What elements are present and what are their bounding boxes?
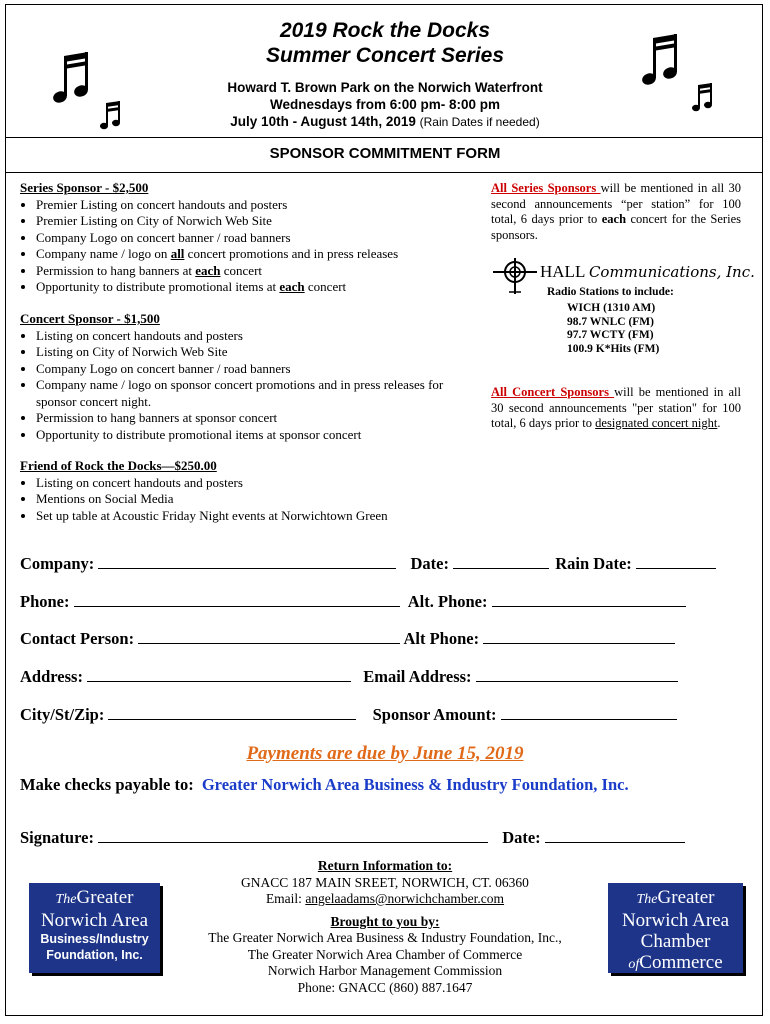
concert-section [20,311,450,443]
alt-phone2-field[interactable] [483,629,675,644]
list-item: • Company Logo on concert banner / road banners [36,361,450,378]
list-item: • Permission to hang banners at sponsor concert [36,410,450,427]
list-item: • Opportunity to distribute promotional items at sponsor concert [36,427,450,444]
station: 97.7 WCTY (FM) [567,329,654,341]
logo-of: of [628,957,640,972]
list-item: • Set up table at Acoustic Friday Night events at Norwichtown Green [36,508,388,525]
list-item [36,263,398,280]
return-heading: Return Information to: [317,858,453,873]
concert-label: All Concert Sponsors [491,385,615,399]
phone-row [20,592,686,612]
checks-payee: Greater Norwich Area Business & Industry Foundation, Inc. [201,775,629,794]
brought-line: Phone: GNACC (860) 887.1647 [297,979,473,995]
title-line2: Summer Concert Series [265,44,505,67]
return-address: GNACC 187 MAIN SREET, NORWICH, CT. 06360 [241,874,529,890]
logo-line: Norwich Area [621,910,730,931]
city-field[interactable] [108,705,356,720]
divider [6,172,762,173]
logo-line: Chamber [640,931,711,952]
brought-line: Norwich Harbor Management Commission [267,963,503,978]
phone-field[interactable] [74,592,400,607]
logo-the: The [55,892,77,907]
station: 100.9 K*Hits (FM) [567,342,660,355]
brought-line: The Greater Norwich Area Business & Industry Foundation, Inc., [208,930,562,945]
hall-logo [540,262,755,282]
logo-line: Norwich Area [40,910,149,931]
list-item: • Mentions on Social Media [36,491,388,508]
designated-text: designated concert night [595,416,718,430]
email-field[interactable] [476,667,678,682]
series-heading: Series Sponsor - $2,500 [20,180,149,195]
concert-heading: Concert Sponsor - $1,500 [20,311,160,326]
alt-phone-field[interactable] [492,592,686,607]
form-title: SPONSOR COMMITMENT FORM [269,145,501,162]
hall-name: HALL [540,262,585,281]
text: Opportunity to distribute promotional items at [36,279,280,294]
list-item: • Premier Listing on City of Norwich Web Site [36,213,398,230]
return-info [170,858,600,996]
alt-phone2-label: Alt Phone: [403,629,480,648]
address-field[interactable] [87,667,351,682]
text: concert promotions and in press releases [184,246,399,261]
station: 98.7 WNLC (FM) [567,315,654,328]
sig-date-label: Date: [502,828,541,847]
text: Permission to hang banners at [36,262,196,278]
logo-line [608,952,743,975]
rain-date-field[interactable] [636,554,716,569]
list-item [36,246,398,263]
signature-field[interactable] [98,828,488,843]
logo-greater: Greater [657,887,715,908]
divider [6,137,762,138]
radio-tower-icon [493,258,537,294]
date-label: Date: [410,554,449,573]
logo-greater: Greater [76,887,134,908]
emphasis: each [195,262,221,278]
company-row [20,554,716,574]
series-section [20,180,398,296]
email-label: Email: [265,891,306,906]
company-label: Company: [20,554,95,573]
alt-phone-label: Alt. Phone: [407,592,488,611]
rain-note: (Rain Dates if needed) [419,115,540,129]
foundation-logo [29,883,160,973]
logo-line [29,887,160,910]
text: . [717,416,721,430]
list-item: • Listing on concert handouts and posters [36,328,450,345]
text: concert [220,262,263,278]
contact-row [20,629,675,649]
logo-line: Foundation, Inc. [46,948,143,962]
list-item: • Listing on concert handouts and posters [36,475,388,492]
text: will be mentioned in all 30 second announcements “per station” for 100 total, 6 days prior to [491,181,741,226]
rain-date-label: Rain Date: [555,554,632,573]
brought-line: The Greater Norwich Area Chamber of Commerce [247,946,523,962]
list-item: • Company name / logo on sponsor concert promotions and in press releases for sponsor concert night. [36,377,450,410]
dates-line [0,113,770,131]
friend-heading: Friend of Rock the Docks—$250.00 [20,458,217,473]
chamber-logo [608,883,743,973]
radio-heading: Radio Stations to include: [547,286,674,298]
date-field[interactable] [453,554,549,569]
phone-label: Phone: [20,592,70,611]
series-announcement [491,181,741,243]
text: will be mentioned in all 30 second announcements "per station" for 100 total, 6 days prior to [491,385,741,430]
list-item: • Premier Listing on concert handouts and posters [36,197,398,214]
brought-heading: Brought to you by: [330,913,440,929]
city-row [20,705,677,725]
list-item: • Company Logo on concert banner / road banners [36,230,398,247]
text: concert [304,279,347,294]
payments-due: Payments are due by June 15, 2019 [246,743,524,764]
email-link[interactable]: angelaadams@norwichchamber.com [305,891,505,906]
amount-label: Sponsor Amount: [372,705,497,724]
logo-the: The [636,892,658,907]
contact-label: Contact Person: [20,629,135,648]
emphasis: each [601,212,627,226]
city-label: City/St/Zip: [20,705,105,724]
sig-date-field[interactable] [545,828,685,843]
signature-row [20,828,685,848]
email-label: Email Address: [363,667,472,686]
logo-commerce: Commerce [639,952,723,973]
emphasis: each [279,279,305,294]
concert-announcement [491,385,741,432]
text: concert for the Series sponsors. [491,212,741,242]
series-label: All Series Sponsors [491,181,601,195]
logo-line: Business/Industry [40,932,149,946]
amount-field[interactable] [501,705,677,720]
time: Wednesdays from 6:00 pm- 8:00 pm [269,97,501,112]
dates: July 10th - August 14th, 2019 [230,114,416,129]
station: WICH (1310 AM) [567,302,656,314]
friend-section [20,458,388,524]
list-item: • Listing on City of Norwich Web Site [36,344,450,361]
text: Company name / logo on [36,246,171,261]
address-row [20,667,678,687]
list-item [36,279,398,296]
email-line [170,891,600,908]
company-field[interactable] [98,554,396,569]
contact-field[interactable] [138,629,400,644]
checks-row [20,775,629,795]
hall-script: Communications, Inc. [588,263,755,281]
venue: Howard T. Brown Park on the Norwich Waterfront [227,80,543,95]
stations-list [567,302,659,356]
logo-line [608,887,743,910]
checks-label: Make checks payable to: [20,775,194,794]
emphasis: all [170,246,185,261]
title-line1: 2019 Rock the Docks [279,19,491,42]
address-label: Address: [20,667,83,686]
signature-label: Signature: [20,828,94,847]
